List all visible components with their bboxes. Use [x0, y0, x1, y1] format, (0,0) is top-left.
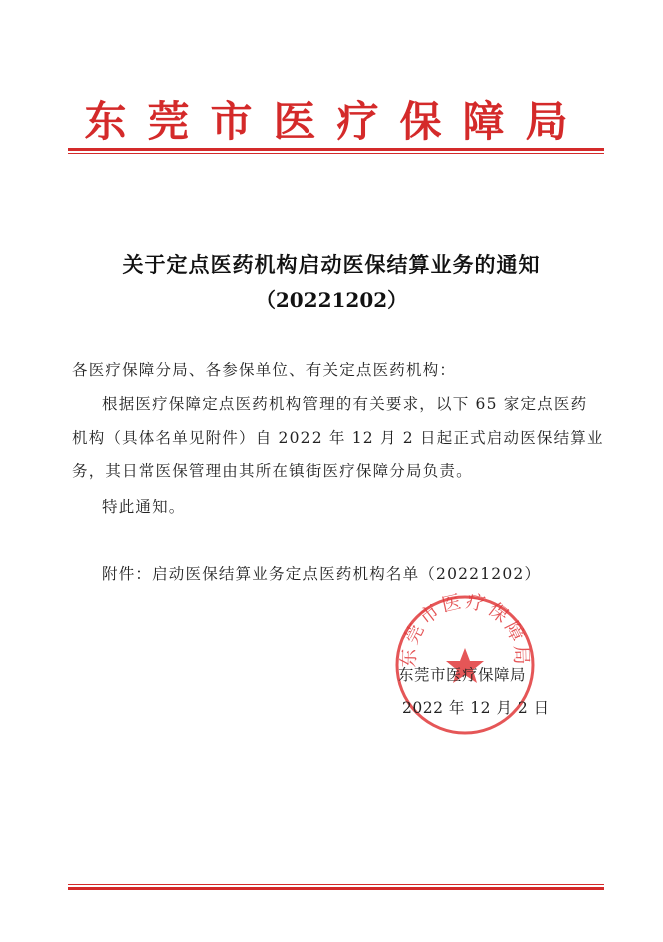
- svg-text:东莞市医疗保障局: 东莞市医疗保障局: [397, 590, 533, 668]
- body-line-2: 机构（具体名单见附件）自 2022 年 12 月 2 日起正式启动医保结算业: [72, 429, 604, 447]
- attachment-line: 附件：启动医保结算业务定点医药机构名单（20221202）: [102, 565, 542, 583]
- notice-number: （20221202）: [255, 288, 408, 312]
- agency-header: 东莞市医疗保障局: [84, 97, 589, 146]
- header-rule-thick: [68, 148, 604, 151]
- signature-org: 东莞市医疗保障局: [398, 666, 527, 684]
- signature-date: 2022 年 12 月 2 日: [402, 699, 550, 717]
- notice-title: 关于定点医药机构启动医保结算业务的通知: [122, 252, 541, 277]
- body-line-1: 根据医疗保障定点医药机构管理的有关要求，以下 65 家定点医药: [102, 395, 588, 413]
- addressee: 各医疗保障分局、各参保单位、有关定点医药机构：: [72, 361, 457, 379]
- footer-rule-thin: [68, 884, 604, 885]
- footer-rule-thick: [68, 887, 604, 890]
- body-line-3: 务，其日常医保管理由其所在镇街医疗保障分局负责。: [72, 462, 473, 480]
- header-rule-thin: [68, 153, 604, 154]
- closing-text: 特此通知。: [102, 498, 186, 516]
